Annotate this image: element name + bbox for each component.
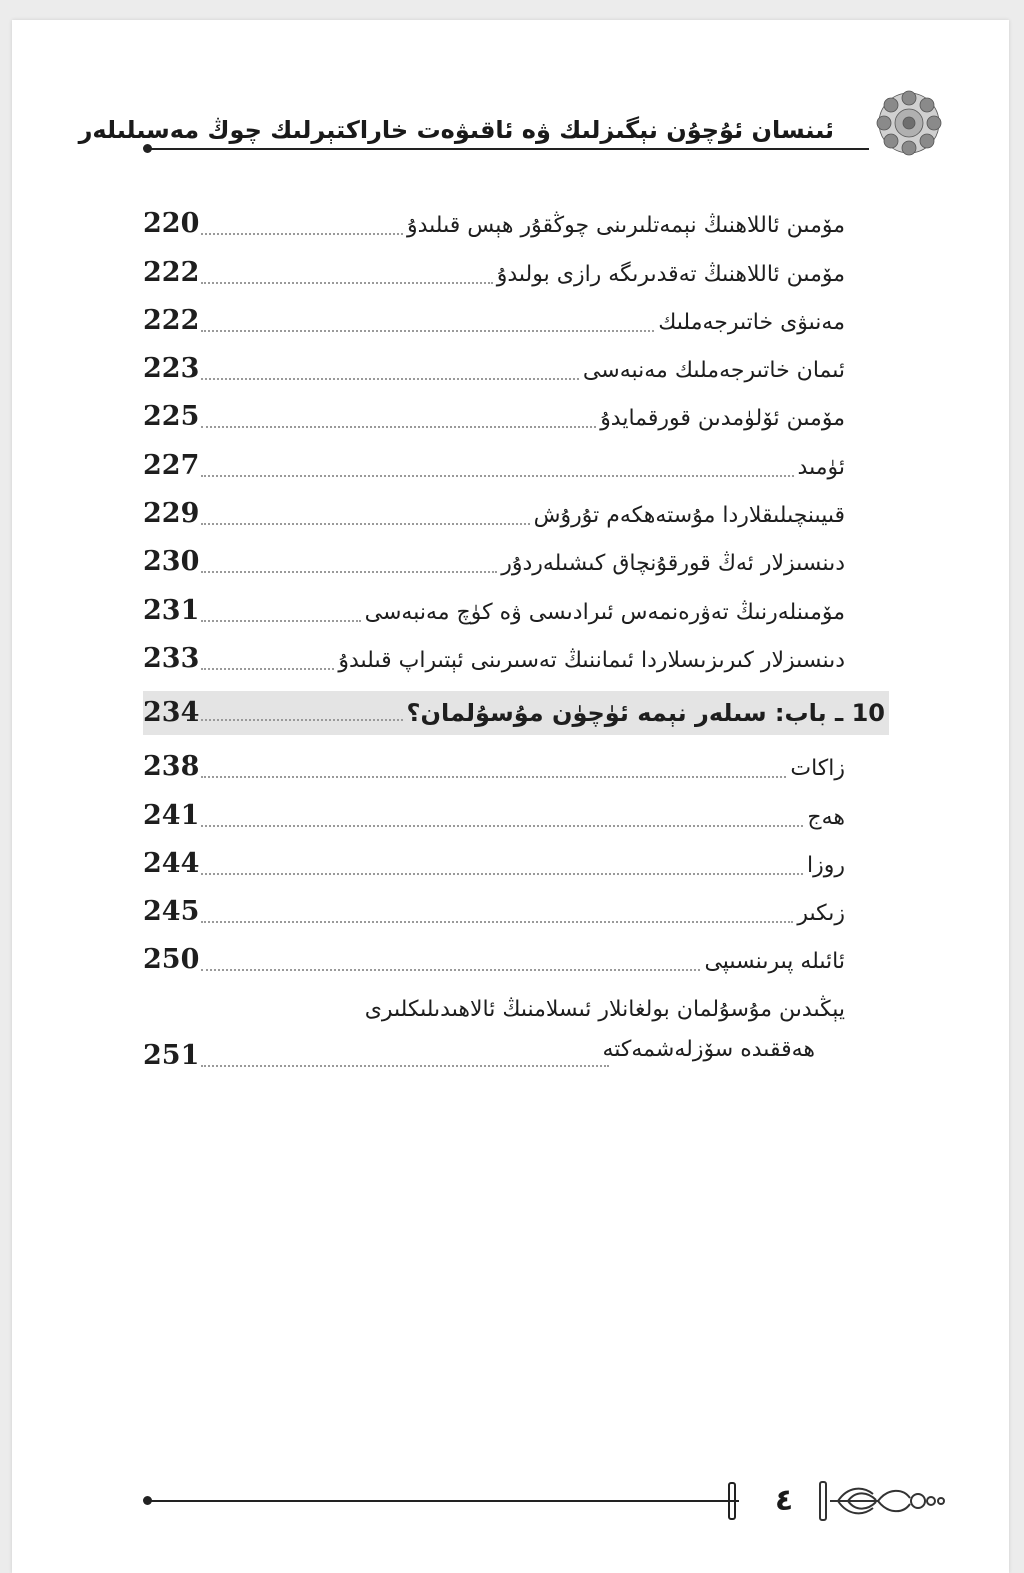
toc-entry (143, 584, 889, 632)
toc-entry (143, 741, 889, 789)
toc-chapter-heading (143, 691, 889, 735)
toc-page-number: 222 (143, 256, 200, 288)
rosette-ornament-icon (874, 88, 944, 158)
toc-entry-title: مۆمىن ئاللاھنىڭ تەقدىرىگە رازى بولىدۇ (496, 261, 845, 287)
toc-entry-title: روزا (807, 852, 845, 878)
floral-ornament-icon (818, 1476, 948, 1526)
toc-entry (143, 439, 889, 487)
toc-page-number: 231 (143, 594, 200, 626)
toc-entry (143, 343, 889, 391)
toc-entry (143, 536, 889, 584)
toc-entry (143, 633, 889, 681)
book-page (12, 20, 1009, 1573)
toc-page-number: 223 (143, 353, 200, 385)
toc-entry-title: مۆمىنلەرنىڭ تەۋرەنمەس ئىرادىسى ۋە كۈچ مەنبەسى (364, 599, 845, 625)
dot-leader (201, 329, 654, 332)
toc-page-number: 220 (143, 208, 200, 240)
toc-page-number: 233 (143, 642, 200, 674)
header-rule (147, 148, 869, 150)
toc-page-number: 238 (143, 751, 200, 783)
toc-page-number: 222 (143, 304, 200, 336)
dot-leader (201, 281, 493, 284)
dot-leader (201, 232, 403, 235)
toc-page-number: 225 (143, 401, 200, 433)
toc-entry (143, 391, 889, 439)
toc-entry-title: ئىمان خاتىرجەملىك مەنبەسى (582, 358, 845, 384)
dot-leader (201, 570, 497, 573)
dot-leader (201, 968, 700, 971)
toc-page-number: 227 (143, 449, 200, 481)
toc-entry-title: مەنىۋى خاتىرجەملىك (658, 309, 845, 335)
chapter-title: 10 ـ باب: سىلەر نېمە ئۈچۈن مۇسۇلمان؟ (406, 698, 885, 727)
dot-leader (201, 872, 803, 875)
toc-entry (143, 246, 889, 294)
dot-leader (201, 920, 793, 923)
dot-leader (201, 775, 786, 778)
page-number: ٤ (774, 1483, 794, 1518)
running-header-title: ئىنسان ئۇچۇن نېگىزلىك ۋە ئاقىۋەت خاراكتېرلىك چوڭ مەسىلىلەر (78, 116, 834, 144)
toc-page-number: 251 (143, 1040, 200, 1072)
toc-page-number: 244 (143, 847, 200, 879)
toc-entry-title: ئائىلە پىرىنسىپى (704, 949, 845, 975)
toc-page-number: 245 (143, 896, 200, 928)
toc-entry (143, 295, 889, 343)
toc-entry-title: ئۈمىد (797, 454, 845, 480)
toc-entry (143, 886, 889, 934)
dot-leader (201, 619, 361, 622)
dot-leader (201, 824, 803, 827)
toc-entry (143, 198, 889, 246)
toc-entry-multiline (143, 982, 889, 1078)
toc-entry-title: دىنسىزلار كىرىزىسلاردا ئىماننىڭ تەسىرىنى ئېتىراپ قىلىدۇ (338, 647, 845, 673)
dot-leader (201, 522, 530, 525)
toc-page-number: 241 (143, 799, 200, 831)
toc-page-number: 230 (143, 546, 200, 578)
toc-entry-title: زاكات (790, 756, 845, 782)
toc-page-number: 234 (143, 696, 200, 728)
footer-bar-ornament (728, 1482, 736, 1520)
toc-entry-title: قىيىنچىلىقلاردا مۇستەھكەم تۇرۇش (533, 503, 845, 529)
toc-page-number: 229 (143, 498, 200, 530)
toc-entry-title: دىنسىزلار ئەڭ قورقۇنچاق كىشىلەردۇر (501, 551, 845, 577)
toc-entry-title (365, 990, 845, 1070)
toc-entry-title: زىكىر (797, 901, 845, 927)
toc-page-number: 250 (143, 944, 200, 976)
toc-entry (143, 934, 889, 982)
dot-leader (201, 667, 334, 670)
toc-entry-title: ھەج (807, 804, 845, 830)
toc-entry-title-line1: يېڭىدىن مۇسۇلمان بولغانلار ئىسلامنىڭ ئالاھىدىلىكلىرى (364, 997, 845, 1023)
footer-rule (147, 1500, 739, 1502)
dot-leader (201, 377, 579, 380)
toc-entry (143, 789, 889, 837)
dot-leader (201, 425, 596, 428)
toc-entry-title: مۆمىن ئاللاھنىڭ نېمەتلىرىنى چوڭقۇر ھېس قىلىدۇ (406, 213, 845, 239)
toc-entry-title: مۆمىن ئۆلۈمدىن قورقمايدۇ (600, 406, 845, 432)
table-of-contents (143, 198, 889, 1078)
toc-entry (143, 838, 889, 886)
toc-entry-title-line2: ھەققىدە سۆزلەشمەكتە (602, 1037, 815, 1063)
dot-leader (201, 474, 794, 477)
toc-entry (143, 488, 889, 536)
dot-leader (201, 718, 403, 721)
